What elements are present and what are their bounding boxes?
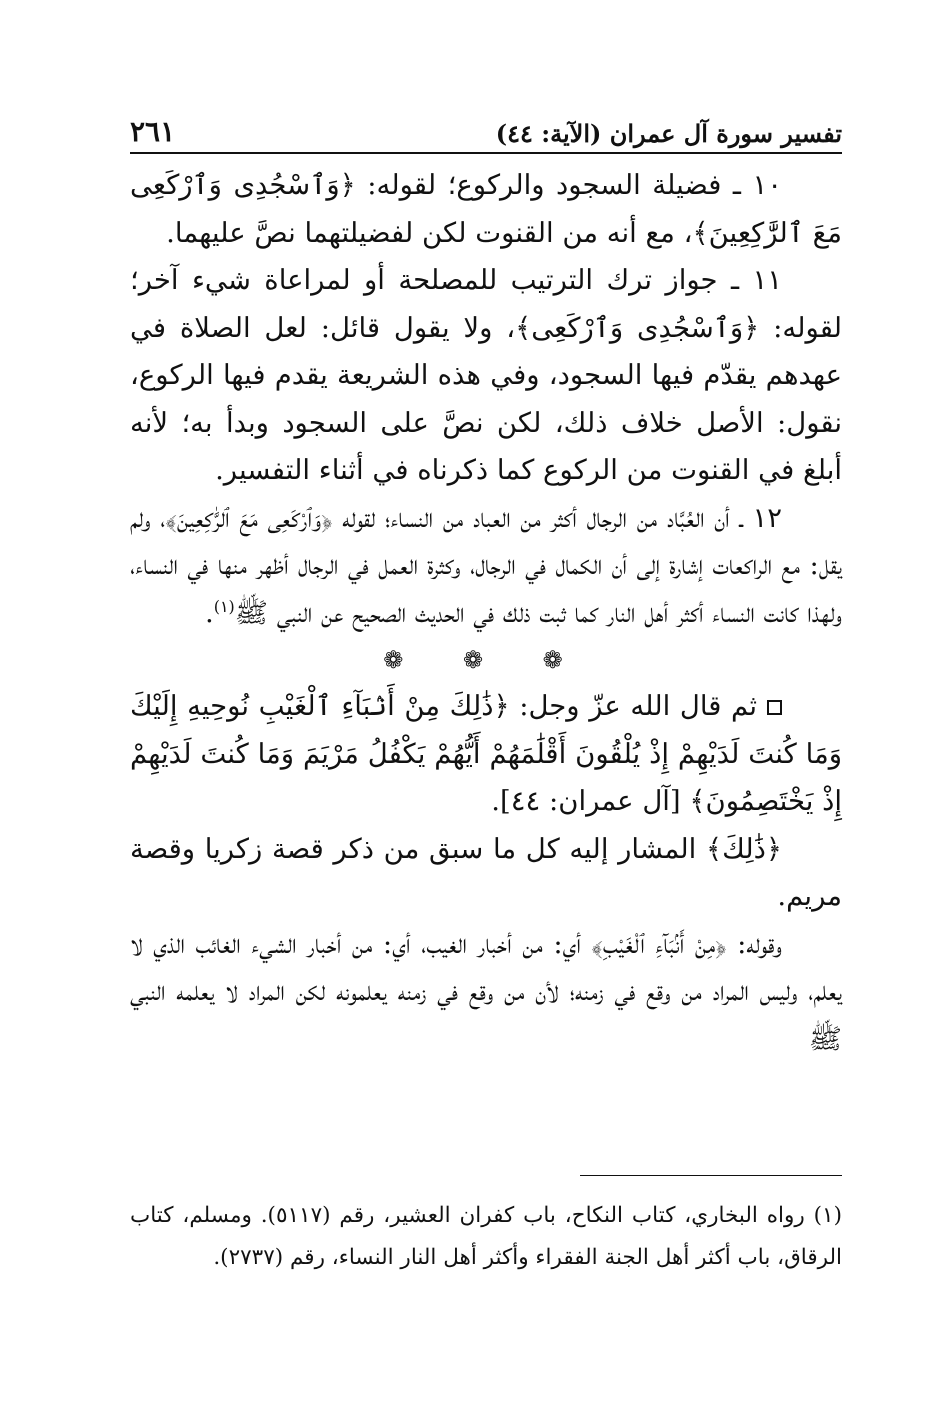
commentary-paragraph-1: ﴿ذَٰلِكَ﴾ المشار إليه كل ما سبق من ذكر قصة زكريا وقصة مريم. [130,832,842,912]
verse-paragraph [130,683,842,826]
benefit-paragraph-12-text: ١٢ ـ أن العُبَّاد من الرجال أكثر من العباد من النساء؛ لقوله ﴿وَٱرْكَعِى مَعَ ٱلرَّٰكِعِينَ﴾، ولم يقل: مع الراكعات إشارة إلى أن الكمال في الرجال، وكثرة العمل في الرجال أظهر منها في النساء، ولهذا كانت النساء أكثر أهل النار كما ثبت ذلك في الحديث الصحيح عن النبي ﷺ [130,501,842,629]
benefit-paragraph-12: ١٢ ـ أن العُبَّاد من الرجال أكثر من العباد من النساء؛ لقوله ﴿وَٱرْكَعِى مَعَ ٱلرَّٰكِعِينَ﴾، ولم يقل: مع الراكعات إشارة إلى أن الكمال في الرجال، وكثرة العمل في الرجال أظهر منها في النساء، ولهذا كانت النساء أكثر أهل النار كما ثبت ذلك في الحديث الصحيح عن النبي ﷺ$^{(١)}$. [130,501,842,629]
section-separator: ❁ ❁ ❁ [383,646,589,674]
square-bullet-icon [767,700,782,715]
page-body [130,162,842,1063]
footnote-divider [580,1175,842,1176]
page-header [130,108,842,154]
commentary-paragraph-2: وقوله: ﴿مِنْ أَنۢبَآءِ ٱلْغَيْبِ﴾ أي: من أخبار الغيب، أي: من أخبار الشيء الغائب الذي لا يعلم، وليس المراد من وقع في زمنه؛ لأن من وقع في زمنه يعلمونه لكن المراد لا يعلمه النبي ﷺ [130,927,842,1055]
running-title: تفسير سورة آل عمران (الآية: ٤٤) [495,119,842,148]
footnotes [130,1195,842,1279]
footnote-1: (١) رواه البخاري، كتاب النكاح، باب كفران العشير، رقم (٥١١٧). ومسلم، كتاب الرقاق، باب أكثر أهل الجنة الفقراء وأكثر أهل النار النساء، رقم (٢٧٣٧). [130,1203,842,1270]
verse-text: ثم قال الله عزّ وجل: ﴿ذَٰلِكَ مِنْ أَنۢبَآءِ ٱلْغَيْبِ نُوحِيهِ إِلَيْكَ وَمَا كُنتَ لَدَيْهِمْ إِذْ يُلْقُونَ أَقْلَٰمَهُمْ أَيُّهُمْ يَكْفُلُ مَرْيَمَ وَمَا كُنتَ لَدَيْهِمْ إِذْ يَخْتَصِمُونَ﴾ [آل عمران: ٤٤]. [130,690,842,817]
page-number: ٢٦١ [130,115,176,148]
footnote-marker: (١) [213,596,235,616]
benefit-paragraph-10: ١٠ ـ فضيلة السجود والركوع؛ لقوله: ﴿وَٱسْجُدِى وَٱرْكَعِى مَعَ ٱلرَّٰكِعِينَ﴾، مع أنه من القنوت لكن لفضيلتهما نصَّ عليهما. [130,169,842,249]
benefit-paragraph-11: ١١ ـ جواز ترك الترتيب للمصلحة أو لمراعاة شيء آخر؛ لقوله: ﴿وَٱسْجُدِى وَٱرْكَعِى﴾، ولا يقول قائل: لعل الصلاة في عهدهم يقدّم فيها السجود، وفي هذه الشريعة يقدم فيها الركوع، نقول: الأصل خلاف ذلك، لكن نصَّ على السجود وبدأ به؛ لأنه أبلغ في القنوت من الركوع كما ذكرناه في أثناء التفسير. [130,264,842,486]
